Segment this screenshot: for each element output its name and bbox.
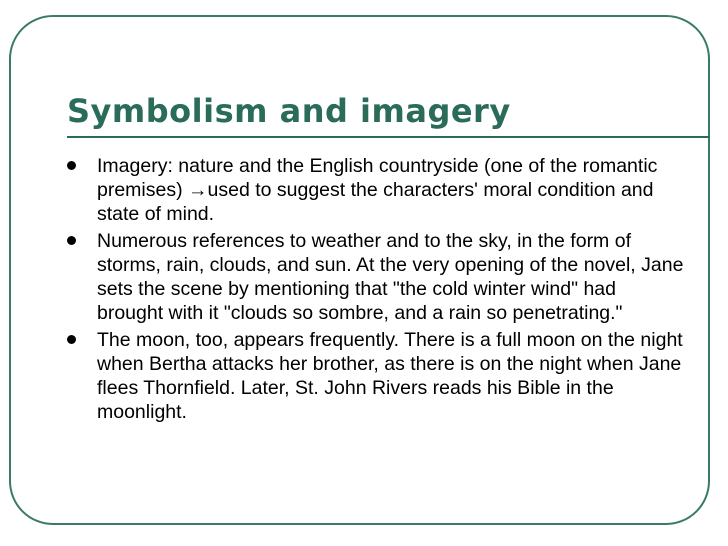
bullet-item xyxy=(67,154,687,226)
bullet-dot-icon xyxy=(67,335,76,344)
bullet-text: Numerous references to weather and to the sky, in the form of storms, rain, clouds, and sun. At the very opening of the novel, Jane sets the scene by mentioning that "the cold winter wind" had brought with it "clouds so sombre, and a rain so penetrating." xyxy=(97,230,684,324)
slide-title: Symbolism and imagery xyxy=(67,92,511,130)
title-divider xyxy=(67,136,710,138)
bullet-dot-icon xyxy=(67,236,76,245)
bullet-list xyxy=(67,154,687,427)
bullet-item xyxy=(67,328,687,424)
bullet-text: Imagery: nature and the English countryside (one of the romantic premises) →used to suggest the characters' moral condition and state of mind. xyxy=(97,155,658,225)
bullet-dot-icon xyxy=(67,161,76,170)
bullet-text: The moon, too, appears frequently. There is a full moon on the night when Bertha attacks her brother, as there is on the night when Jane flees Thornfield. Later, St. John Rivers reads his Bible in the moonlight. xyxy=(97,329,683,423)
bullet-item xyxy=(67,229,687,325)
